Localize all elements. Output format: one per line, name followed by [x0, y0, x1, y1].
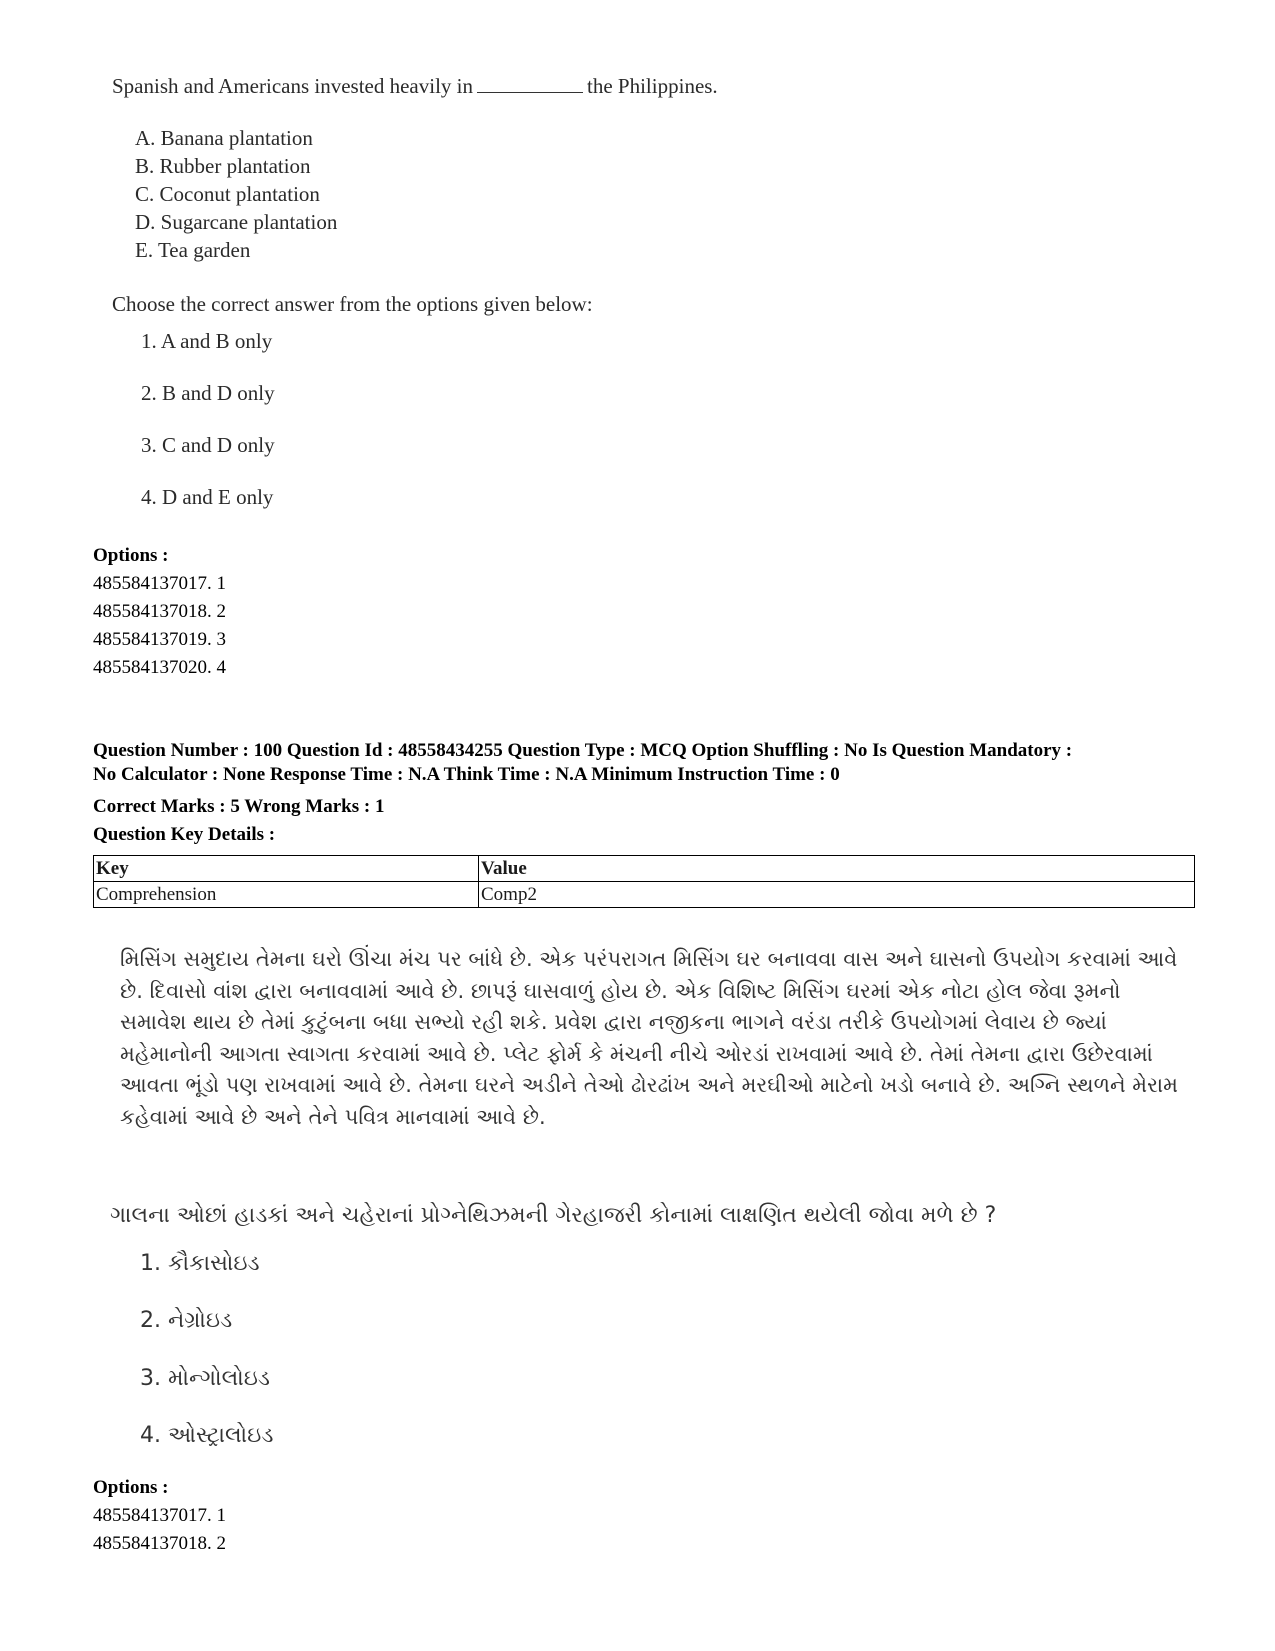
- option-id-row: 485584137018. 2: [93, 601, 226, 622]
- key-details-table: [93, 855, 1195, 908]
- answer-choice: 2. નેગ્રોઇડ: [140, 1308, 233, 1333]
- stem-text-after: the Philippines.: [587, 74, 718, 98]
- instruction-text: Choose the correct answer from the options given below:: [112, 292, 593, 316]
- answer-choice: 1. કૌકાસોઇડ: [140, 1251, 260, 1276]
- table-header-cell: Value: [479, 856, 1195, 882]
- table-row: [94, 882, 1195, 908]
- statement-list: [135, 124, 337, 264]
- table-cell: Comp2: [479, 882, 1195, 908]
- marks-line: Correct Marks : 5 Wrong Marks : 1: [93, 796, 385, 817]
- option-id-row: 485584137017. 1: [93, 573, 226, 594]
- question-stem: [112, 74, 718, 99]
- options-heading: Options :: [93, 1477, 169, 1498]
- statement-item: D. Sugarcane plantation: [135, 210, 338, 234]
- question-metadata: [93, 739, 1203, 787]
- table-header-cell: Key: [94, 856, 479, 882]
- stem-text-before: Spanish and Americans invested heavily in: [112, 74, 474, 98]
- metadata-line: No Calculator : None Response Time : N.A Think Time : N.A Minimum Instruction Time : 0: [93, 764, 840, 785]
- statement-item: C. Coconut plantation: [135, 182, 320, 206]
- answer-choice: 1. A and B only: [141, 329, 273, 353]
- options-heading: Options :: [93, 545, 169, 566]
- answer-choice: 4. D and E only: [141, 485, 274, 509]
- option-id-row: 485584137018. 2: [93, 1533, 226, 1554]
- table-header-row: [94, 856, 1195, 882]
- fill-blank: [477, 74, 583, 93]
- answer-choice: 4. ઓસ્ટ્રાલોઇડ: [140, 1423, 274, 1448]
- statement-item: E. Tea garden: [135, 238, 251, 262]
- answer-choice: 2. B and D only: [141, 381, 275, 405]
- metadata-line: Question Number : 100 Question Id : 48558434255 Question Type : MCQ Option Shuffling : No Is Question Mandatory :: [93, 740, 1073, 761]
- statement-item: A. Banana plantation: [135, 126, 313, 150]
- statement-item: B. Rubber plantation: [135, 154, 311, 178]
- answer-choice: 3. C and D only: [141, 433, 275, 457]
- option-id-row: 485584137020. 4: [93, 657, 226, 678]
- key-details-heading: Question Key Details :: [93, 824, 276, 845]
- comprehension-passage: મિસિંગ સમુદાય તેમના ઘરો ઊંચા મંચ પર બાંધે છે. એક પરંપરાગત મિસિંગ ઘર બનાવવા વાસ અને ઘાસનો ઉપયોગ કરવામાં આવે છે. દિવાસો વાંશ દ્વારા બનાવવામાં આવે છે. છાપરૂં ઘાસવાળું હોય છે. એક વિશિષ્ટ મિસિંગ ઘરમાં એક નોટા હોલ જેવા રૂમનો સમાવેશ થાય છે તેમાં કુટુંબના બધા સભ્યો રહી શકે. પ્રવેશ દ્વારા નજીકના ભાગને વરંડા તરીકે ઉપયોગમાં લેવાય છે જ્યાં મહેમાનોની આગતા સ્વાગતા કરવામાં આવે છે. પ્લેટ ફોર્મ કે મંચની નીચે ઓરડાં રાખવામાં આવે છે. તેમાં તેમના દ્વારા ઉછેરવામાં આવતા ભૂંડો પણ રાખવામાં આવે છે. તેમના ઘરને અડીને તેઓ ઢોરઢાંખ અને મરઘીઓ માટેનો ખડો બનાવે છે. અગ્નિ સ્થળને મેરામ કહેવામાં આવે છે અને તેને પવિત્ર માનવામાં આવે છે.: [120, 947, 1178, 1129]
- option-id-row: 485584137019. 3: [93, 629, 226, 650]
- option-id-row: 485584137017. 1: [93, 1505, 226, 1526]
- answer-choice: 3. મોન્ગોલોઇડ: [140, 1366, 270, 1391]
- question-stem: ગાલના ઓછાં હાડકાં અને ચહેરાનાં પ્રોગ્નેથિઝમની ગેરહાજરી કોનામાં લાક્ષણિત થયેલી જોવા મળે છે ?: [110, 1203, 997, 1228]
- table-cell: Comprehension: [94, 882, 479, 908]
